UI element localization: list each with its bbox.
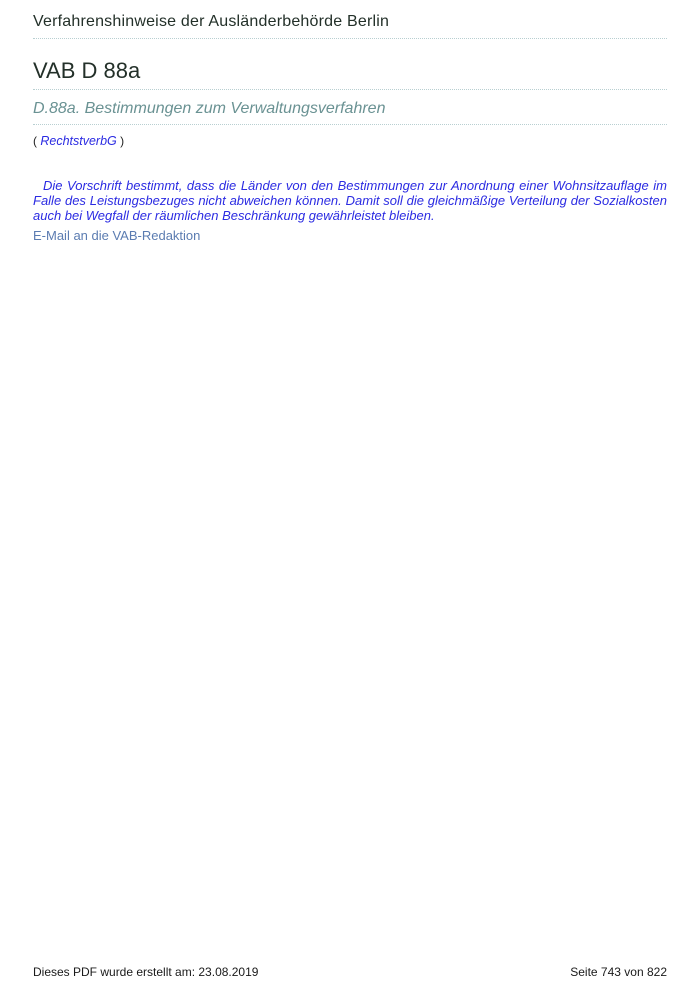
section-subtitle: D.88a. Bestimmungen zum Verwaltungsverfahren — [33, 100, 386, 117]
doc-title-block — [33, 39, 667, 90]
legal-reference-line — [33, 134, 667, 148]
rechtstverbg-link[interactable]: RechtstverbG — [40, 134, 117, 148]
site-header-title: Verfahrenshinweise der Ausländerbehörde Berlin — [33, 13, 390, 30]
email-link-line — [33, 227, 667, 245]
doc-subtitle-block — [33, 90, 667, 125]
open-paren: ( — [33, 134, 41, 148]
body-paragraph: Die Vorschrift bestimmt, dass die Länder von den Bestimmungen zur Anordnung einer Wohnsitzauflage im Falle des Leistungsbezuges nicht abweichen können. Damit soll die gleichmäßige Verteilung der Sozialkosten auch bei Wegfall der räumlichen Beschränkung gewährleistet bleiben. — [33, 178, 667, 223]
pdf-created-text: Dieses PDF wurde erstellt am: 23.08.2019 — [33, 965, 259, 979]
page-footer — [33, 965, 667, 979]
site-header — [33, 0, 667, 39]
close-paren: ) — [116, 134, 125, 148]
page-number-indicator: Seite 743 von 822 — [570, 965, 667, 979]
vab-redaktion-email-link[interactable]: E-Mail an die VAB-Redaktion — [33, 228, 201, 243]
page-title: VAB D 88a — [33, 58, 141, 83]
